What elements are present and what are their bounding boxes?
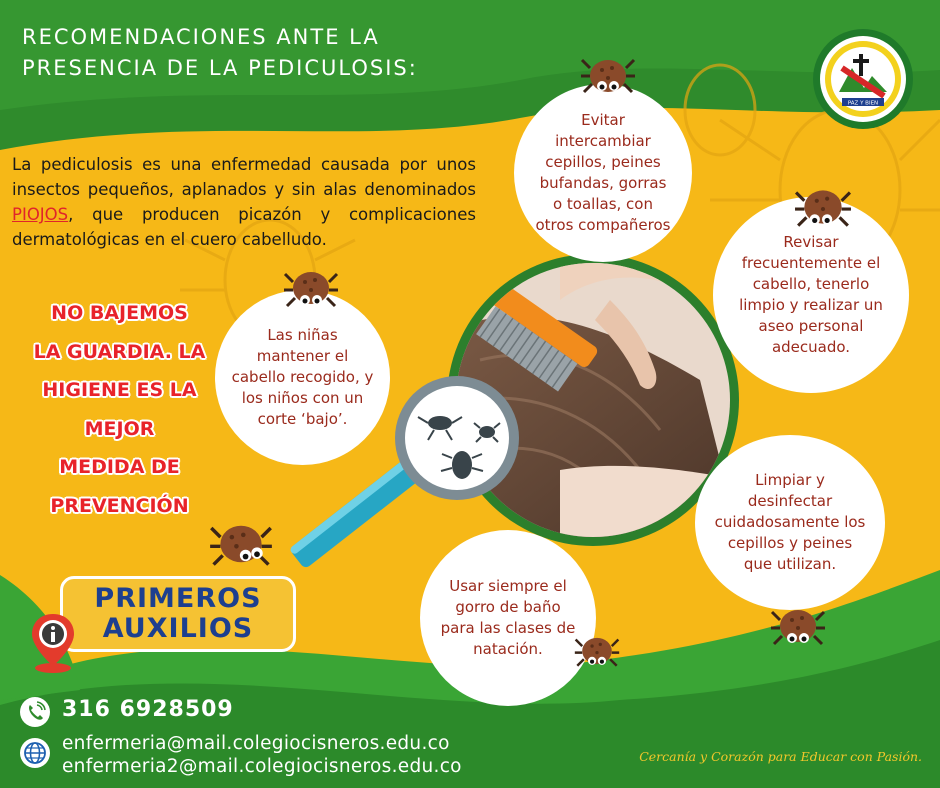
slogan-line: HIGIENE ES LA	[42, 379, 197, 401]
tip-bubble-no-share	[514, 84, 692, 262]
tip-text-swim-cap: Usar siempre el gorro de baño para las clases de natación.	[440, 577, 576, 658]
tip-text-hairstyle: Las niñas mantener el cabello recogido, y los niños con un corte ‘bajo’.	[231, 326, 374, 428]
louse-cartoon-icon	[580, 46, 636, 102]
slogan-line: MEDIDA DE	[59, 456, 180, 478]
slogan-line: LA GUARDIA. LA	[33, 340, 206, 363]
tip-text-clean-combs: Limpiar y desinfectar cuidadosamente los cepillos y peines que utilizan.	[714, 471, 866, 573]
first-aid-line-1: PRIMEROS	[94, 583, 262, 614]
slogan-line: NO BAJEMOS	[51, 302, 188, 324]
tip-text-check-hair: Revisar frecuentemente el cabello, tenerlo limpio y realizar un aseo personal adecuado.	[739, 233, 883, 356]
louse-cartoon-icon	[768, 598, 828, 654]
globe-icon	[20, 738, 50, 768]
slogan-line: PREVENCIÓN	[50, 494, 189, 517]
first-aid-box	[60, 576, 296, 652]
intro-text-before: La pediculosis es una enfermedad causada por unos insectos pequeños, aplanados y sin alas denominados	[12, 155, 476, 199]
page-title-line-2: PRESENCIA DE LA PEDICULOSIS:	[22, 56, 418, 80]
tip-bubble-clean-combs	[695, 435, 885, 610]
prevention-slogan	[22, 294, 217, 525]
slogan-line: MEJOR	[84, 417, 155, 440]
email-link-2[interactable]: enfermeria2@mail.colegiocisneros.edu.co	[62, 756, 462, 777]
page-title-line-1: RECOMENDACIONES ANTE LA	[22, 25, 380, 49]
tip-bubble-hairstyle	[215, 290, 390, 465]
tip-bubble-swim-cap	[420, 530, 596, 706]
louse-cartoon-icon	[280, 260, 342, 316]
intro-text-after: , que producen picazón y complicaciones dermatológicas en el cuero cabelludo.	[12, 205, 476, 249]
first-aid-line-2: AUXILIOS	[102, 613, 254, 644]
phone-number[interactable]: 316 6928509	[62, 697, 234, 722]
louse-cartoon-icon	[572, 628, 622, 674]
school-motto: Cercanía y Corazón para Educar con Pasión.	[639, 749, 922, 764]
info-location-pin-icon	[28, 612, 78, 674]
tip-text-no-share: Evitar intercambiar cepillos, peines bufandas, gorras o toallas, con otros compañeros	[535, 111, 671, 234]
intro-highlight-piojos: PIOJOS	[12, 205, 69, 224]
louse-cartoon-icon	[792, 178, 854, 236]
email-link-1[interactable]: enfermeria@mail.colegiocisneros.edu.co	[62, 733, 450, 754]
louse-cartoon-icon	[205, 512, 277, 576]
phone-icon	[20, 697, 50, 727]
crest-banner-text: PAZ Y BIEN	[847, 100, 879, 107]
intro-paragraph	[12, 152, 476, 252]
school-crest-logo	[812, 28, 914, 130]
